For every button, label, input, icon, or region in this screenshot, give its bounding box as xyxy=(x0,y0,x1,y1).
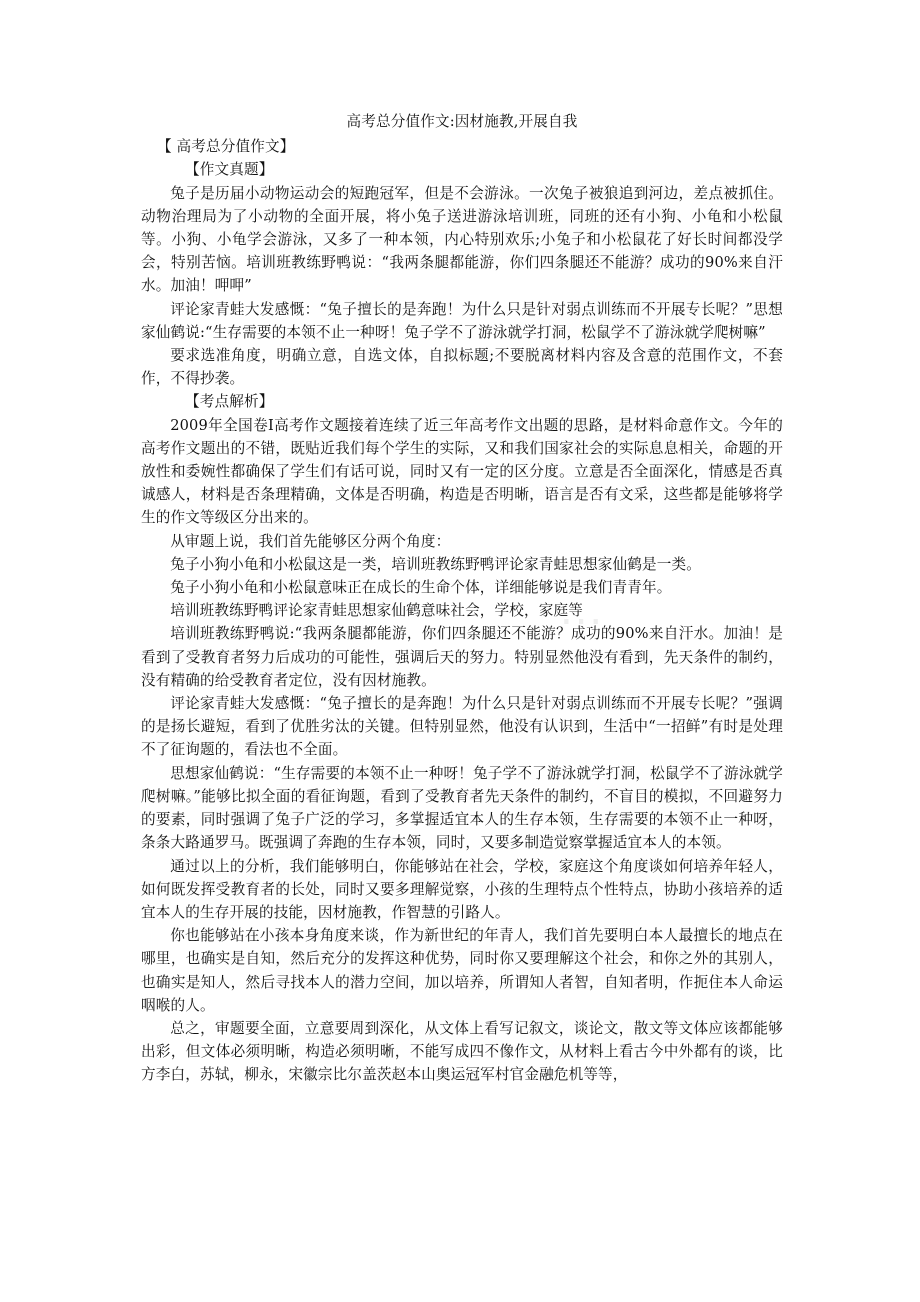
analysis-paragraph: 培训班教练野鸭评论家青蛙思想家仙鹤意味社会，学校，家庭等 xyxy=(170,602,584,620)
document-page xyxy=(141,110,783,1087)
section-heading-topic: 【作文真题】 xyxy=(185,161,274,179)
analysis-paragraph: 评论家青蛙大发感慨：“兔子擅长的是奔跑！为什么只是针对弱点训练而不开展专长呢？”强调的是扬长避短，看到了优胜劣汰的关键。但特别显然，他没有认识到，生活中“一招鲜”有时是处理不了征询题的，看法也不全面。 xyxy=(141,695,783,759)
topic-paragraph: 评论家青蛙大发感慨：“兔子擅长的是奔跑！为什么只是针对弱点训练而不开展专长呢？”思想家仙鹤说:“生存需要的本领不止一种呀！兔子学不了游泳就学打洞，松鼠学不了游泳就学爬树嘛” xyxy=(141,300,783,341)
analysis-paragraph: 兔子小狗小龟和小松鼠意味正在成长的生命个体，详细能够说是我们青青年。 xyxy=(170,579,672,597)
analysis-paragraph: 2009年全国卷Ⅰ高考作文题接着连续了近三年高考作文出题的思路，是材料命意作文。今年的高考作文题出的不错，既贴近我们每个学生的实际，又和我们国家社会的实际息息相关，命题的开放性和委婉性都确保了学生们有话可说，同时又有一定的区分度。立意是否全面深化，情感是否真诚感人，材料是否条理精确，文体是否明确，构造是否明晰，语言是否有文采，这些都是能够将学生的作文等级区分出来的。 xyxy=(141,416,783,527)
watermark-text: ... xyxy=(560,588,605,634)
analysis-paragraph: 通过以上的分析，我们能够明白，你能够站在社会，学校，家庭这个角度谈如何培养年轻人，如何既发挥受教育者的长处，同时又要多理解觉察，小孩的生理特点个性特点，协助小孩培养的适宜本人的生存开展的技能，因材施教，作智慧的引路人。 xyxy=(141,857,783,921)
section-heading-analysis: 【考点解析】 xyxy=(185,393,274,411)
document-content xyxy=(141,110,783,1087)
analysis-paragraph: 兔子小狗小龟和小松鼠这是一类，培训班教练野鸭评论家青蛙思想家仙鹤是一类。 xyxy=(170,555,701,573)
analysis-paragraph: 从审题上说，我们首先能够区分两个角度： xyxy=(170,532,451,550)
analysis-paragraph: 总之，审题要全面，立意要周到深化，从文体上看写记叙文，谈论文，散文等文体应该都能够出彩，但文体必须明晰，构造必须明晰，不能写成四不像作文，从材料上看古今中外都有的谈，比方李白，苏轼，柳永，宋徽宗比尔盖茨赵本山奥运冠军村官金融危机等等， xyxy=(141,1019,783,1084)
analysis-paragraph: 培训班教练野鸭说:“我两条腿都能游，你们四条腿还不能游？成功的90%来自汗水。加油！是看到了受教育者努力后成功的可能性，强调后天的努力。特别显然他没有看到，先天条件的制约，没有精确的给受教育者定位，没有因材施教。 xyxy=(141,625,783,689)
analysis-paragraph: 你也能够站在小孩本身角度来谈，作为新世纪的年青人，我们首先要明白本人最擅长的地点在哪里，也确实是自知，然后充分的发挥这种优势，同时你又要理解这个社会，和你之外的其别人，也确实是知人，然后寻找本人的潜力空间，加以培养，所谓知人者智，自知者明，作扼住本人命运咽喉的人。 xyxy=(141,927,783,1014)
topic-paragraph: 要求选准角度，明确立意，自选文体，自拟标题;不要脱离材料内容及含意的范围作文，不套作，不得抄袭。 xyxy=(141,347,783,388)
section-heading-main: 【 高考总分值作文】 xyxy=(157,138,295,156)
analysis-paragraph: 思想家仙鹤说：“生存需要的本领不止一种呀！兔子学不了游泳就学打洞，松鼠学不了游泳就学爬树嘛。”能够比拟全面的看征询题，看到了受教育者先天条件的制约，不盲目的模拟，不回避努力的要素，同时强调了兔子广泛的学习，多掌握适宜本人的生存本领，生存需要的本领不止一种呀，条条大路通罗马。既强调了奔跑的生存本领，同时，又要多制造觉察掌握适宜本人的本领。 xyxy=(141,764,783,852)
topic-paragraph: 兔子是历届小动物运动会的短跑冠军，但是不会游泳。一次兔子被狼追到河边，差点被抓住。动物治理局为了小动物的全面开展，将小兔子送进游泳培训班，同班的还有小狗、小龟和小松鼠等。小狗、小龟学会游泳，又多了一种本领，内心特别欢乐;小兔子和小松鼠花了好长时间都没学会，特别苦恼。培训班教练野鸭说：“我两条腿都能游，你们四条腿还不能游？成功的90%来自汗水。加油！呷呷” xyxy=(141,184,783,295)
document-title: 高考总分值作文:因材施教,开展自我 xyxy=(346,113,578,130)
